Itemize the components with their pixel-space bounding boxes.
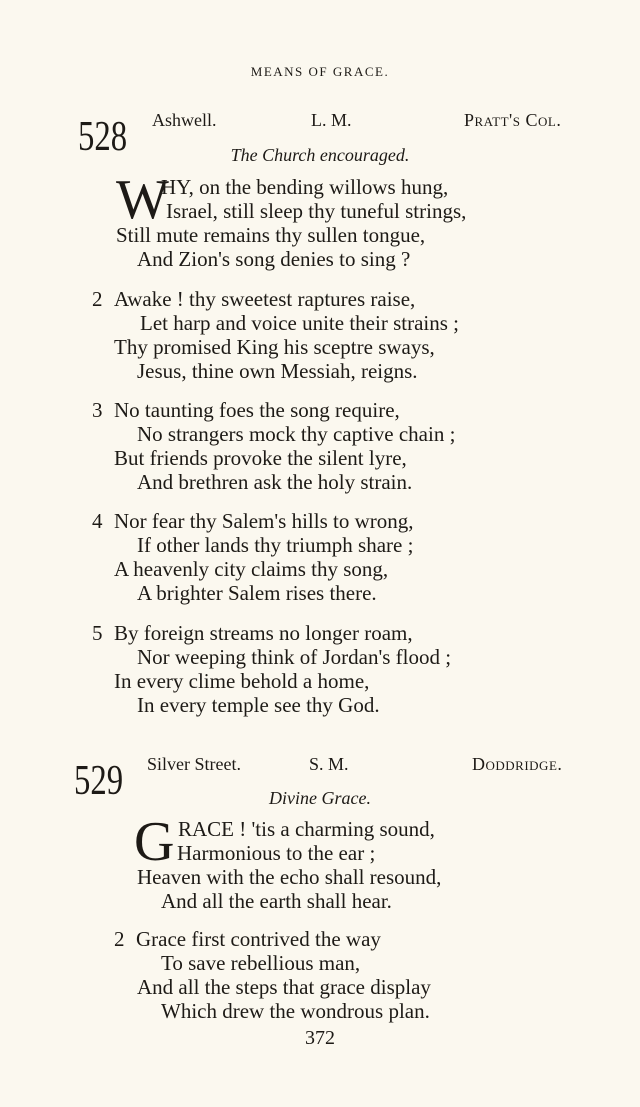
verse-line: No strangers mock thy captive chain ; [137, 422, 456, 446]
verse-line: Heaven with the echo shall resound, [137, 865, 442, 889]
stanza-number: 5 [92, 621, 103, 645]
stanza-first-line: 2 Awake ! thy sweetest raptures raise, [92, 287, 416, 311]
stanza-number: 2 [92, 287, 103, 311]
verse-line: Israel, still sleep thy tuneful strings, [166, 199, 467, 223]
hymn-source: Doddridge. [472, 754, 563, 774]
stanza-number: 2 [114, 927, 125, 951]
verse-line: To save rebellious man, [161, 951, 361, 975]
verse-line: RACE ! 'tis a charming sound, [178, 817, 435, 841]
tune-name: Ashwell. [152, 110, 217, 130]
verse-line: Let harp and voice unite their strains ; [140, 311, 459, 335]
hymn-source: Pratt's Col. [464, 110, 562, 130]
page-number: 372 [305, 1027, 335, 1049]
verse-line: A brighter Salem rises there. [137, 581, 377, 605]
verse-line: A heavenly city claims thy song, [114, 557, 389, 581]
hymn-subtitle: Divine Grace. [269, 788, 371, 808]
hymn-number: 529 [74, 758, 124, 804]
meter: S. M. [309, 754, 349, 774]
stanza-first-line: 2 Grace first contrived the way [114, 927, 381, 951]
stanza-number: 4 [92, 509, 103, 533]
verse-line: Jesus, thine own Messiah, reigns. [137, 359, 418, 383]
verse-line: Harmonious to the ear ; [177, 841, 376, 865]
verse-line: And all the steps that grace display [137, 975, 431, 999]
verse-line: If other lands thy triumph share ; [137, 533, 414, 557]
drop-cap: G [134, 811, 175, 873]
verse-line: In every clime behold a home, [114, 669, 370, 693]
hymn-subtitle: The Church encouraged. [230, 145, 410, 165]
stanza-first-line: 3 No taunting foes the song require, [92, 398, 400, 422]
verse-line: And Zion's song denies to sing ? [137, 247, 411, 271]
drop-cap: W [116, 169, 169, 231]
meter: L. M. [311, 110, 352, 130]
verse-line: Thy promised King his sceptre sways, [114, 335, 435, 359]
verse-line: Nor weeping think of Jordan's flood ; [137, 645, 452, 669]
tune-name: Silver Street. [147, 754, 241, 774]
verse-line: And all the earth shall hear. [161, 889, 392, 913]
verse-line: But friends provoke the silent lyre, [114, 446, 407, 470]
verse-line: HY, on the bending willows hung, [161, 175, 449, 199]
hymn-number: 528 [78, 114, 128, 160]
verse-line: In every temple see thy God. [137, 693, 380, 717]
verse-line: And brethren ask the holy strain. [137, 470, 413, 494]
running-head: MEANS OF GRACE. [250, 64, 390, 79]
verse-line: Still mute remains thy sullen tongue, [116, 223, 426, 247]
stanza-number: 3 [92, 398, 103, 422]
stanza-first-line: 4 Nor fear thy Salem's hills to wrong, [92, 509, 414, 533]
stanza-first-line: 5 By foreign streams no longer roam, [92, 621, 413, 645]
verse-line: Which drew the wondrous plan. [161, 999, 430, 1023]
